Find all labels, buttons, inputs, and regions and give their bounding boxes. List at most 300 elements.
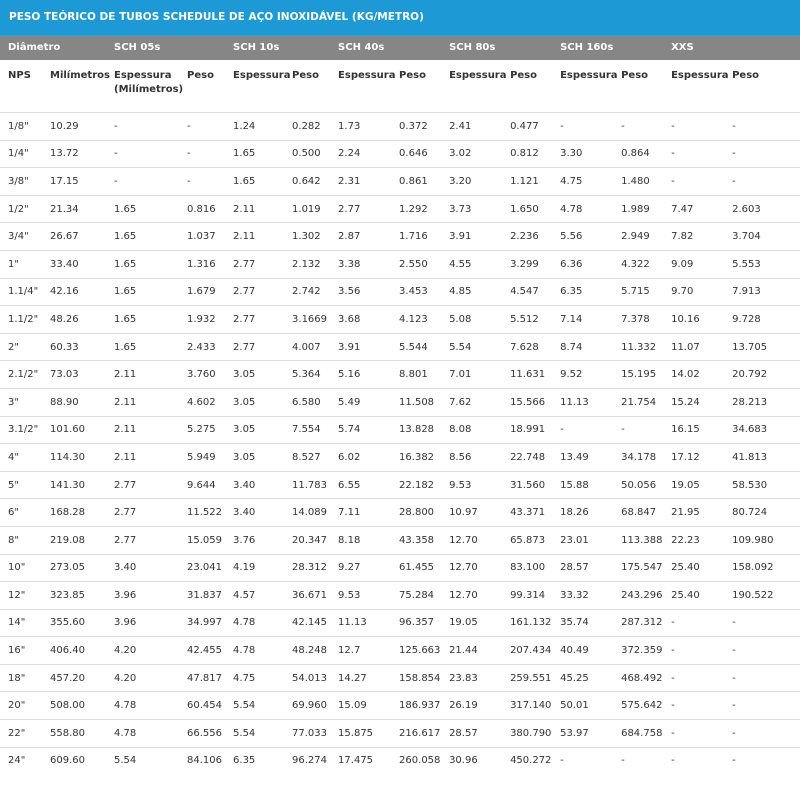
table-cell: 1.716 <box>391 223 441 251</box>
table-cell: 2.31 <box>330 168 391 196</box>
table-cell: 114.30 <box>42 444 106 472</box>
table-cell: 2.11 <box>106 444 179 472</box>
column-header-sch80-weight: Peso <box>502 60 552 113</box>
table-cell: 3.40 <box>106 554 179 582</box>
table-cell: 17.475 <box>338 755 374 767</box>
table-cell: 558.80 <box>42 720 106 748</box>
table-cell: 1/2" <box>0 195 42 223</box>
column-header-sch80-thickness: Espessura <box>441 60 502 113</box>
table-cell: 2.236 <box>502 223 552 251</box>
table-cell: - <box>724 140 800 168</box>
table-cell: 355.60 <box>42 609 106 637</box>
table-cell: 4.20 <box>106 664 179 692</box>
table-cell: 18.26 <box>552 499 613 527</box>
table-cell: 22.182 <box>391 471 441 499</box>
table-cell: 80.724 <box>724 499 800 527</box>
table-cell: 12" <box>0 582 42 610</box>
table-cell: 450.272 <box>510 755 552 767</box>
table-cell: 3.96 <box>106 609 179 637</box>
table-cell: 42.455 <box>179 637 225 665</box>
table-cell: 2.11 <box>225 223 284 251</box>
table-cell: 4.78 <box>225 637 284 665</box>
table-cell: 33.32 <box>552 582 613 610</box>
table-cell: 3.05 <box>225 388 284 416</box>
table-cell: 5.949 <box>179 444 225 472</box>
table-cell: 48.26 <box>42 306 106 334</box>
column-header-sch10-thickness: Espessura <box>225 60 284 113</box>
table-cell: 3.05 <box>225 444 284 472</box>
table-cell: 9.644 <box>179 471 225 499</box>
table-cell: 99.314 <box>502 582 552 610</box>
column-header-row <box>0 60 800 113</box>
group-header-sch40: SCH 40s <box>330 35 441 60</box>
column-header-millimeters: Milímetros <box>42 60 106 113</box>
table-cell: 0.282 <box>284 113 330 141</box>
group-header-row <box>0 35 800 60</box>
table-cell: 5.544 <box>391 333 441 361</box>
table-cell: 28.312 <box>284 554 330 582</box>
table-cell: - <box>724 637 800 665</box>
table-cell: 4.19 <box>225 554 284 582</box>
table-cell: 9.53 <box>441 471 502 499</box>
table-cell: - <box>663 692 724 720</box>
table-cell: 8.08 <box>441 416 502 444</box>
group-header-sch80: SCH 80s <box>441 35 552 60</box>
table-cell: - <box>724 720 800 748</box>
table-cell: 11.332 <box>613 333 663 361</box>
table-cell: 16.382 <box>391 444 441 472</box>
table-cell: 609.60 <box>50 755 85 767</box>
table-cell: 7.554 <box>284 416 330 444</box>
table-cell: 3.76 <box>225 526 284 554</box>
table-cell: 4.75 <box>552 168 613 196</box>
table-cell: 158.092 <box>724 554 800 582</box>
table-cell: 6.35 <box>552 278 613 306</box>
table-cell: 68.847 <box>613 499 663 527</box>
table-cell: 8.527 <box>284 444 330 472</box>
table-cell: 287.312 <box>613 609 663 637</box>
table-body <box>0 113 800 775</box>
table-cell: 75.284 <box>391 582 441 610</box>
table-cell: - <box>106 168 179 196</box>
table-cell: 1.302 <box>284 223 330 251</box>
table-cell: 15.059 <box>179 526 225 554</box>
table-cell: 3.40 <box>225 499 284 527</box>
table-cell: 1.65 <box>106 223 179 251</box>
table-cell: 141.30 <box>42 471 106 499</box>
table-cell: 2.949 <box>613 223 663 251</box>
table-cell: 7.82 <box>663 223 724 251</box>
table-cell: - <box>179 168 225 196</box>
table-cell: 190.522 <box>724 582 800 610</box>
pipe-weight-table <box>0 35 800 774</box>
table-cell: 2.77 <box>106 526 179 554</box>
table-cell: 13.49 <box>552 444 613 472</box>
table-cell: 5.54 <box>441 333 502 361</box>
table-row <box>0 664 800 692</box>
table-cell: 2.87 <box>330 223 391 251</box>
table-cell: - <box>613 416 663 444</box>
table-cell: 23.041 <box>179 554 225 582</box>
column-header-sch40-weight: Peso <box>391 60 441 113</box>
table-row <box>0 637 800 665</box>
table-cell: 1.650 <box>502 195 552 223</box>
table-cell: 47.817 <box>179 664 225 692</box>
table-cell: 11.07 <box>663 333 724 361</box>
table-cell: 4.007 <box>284 333 330 361</box>
table-cell: 2.742 <box>284 278 330 306</box>
table-cell: 1.989 <box>613 195 663 223</box>
table-cell: 113.388 <box>613 526 663 554</box>
table-cell: 5.364 <box>284 361 330 389</box>
table-cell: 60.454 <box>179 692 225 720</box>
table-cell: 4.78 <box>106 720 179 748</box>
table-cell: 45.25 <box>552 664 613 692</box>
column-header-sch160-weight: Peso <box>613 60 663 113</box>
table-cell: 3.453 <box>391 278 441 306</box>
table-cell: 11.631 <box>502 361 552 389</box>
table-cell: 53.97 <box>552 720 613 748</box>
table-row <box>0 747 800 774</box>
table-cell: - <box>671 755 675 767</box>
table-cell: - <box>724 168 800 196</box>
table-cell: 15.875 <box>330 720 391 748</box>
table-cell: - <box>552 113 613 141</box>
table-cell: 96.274 <box>292 755 328 767</box>
table-cell: 12.70 <box>441 582 502 610</box>
column-header-sch160-thickness: Espessura <box>552 60 613 113</box>
table-cell: - <box>663 720 724 748</box>
table-cell: 1.1/4" <box>0 278 42 306</box>
table-cell: 21.754 <box>613 388 663 416</box>
table-cell: 3.38 <box>330 250 391 278</box>
table-cell: 406.40 <box>42 637 106 665</box>
table-cell: 22" <box>0 720 42 748</box>
table-cell: 4.78 <box>552 195 613 223</box>
column-header-sch40-thickness: Espessura <box>330 60 391 113</box>
table-cell: 1.65 <box>106 278 179 306</box>
table-cell: 20" <box>0 692 42 720</box>
table-cell: 96.357 <box>391 609 441 637</box>
table-cell: 19.05 <box>663 471 724 499</box>
table-cell: 34.683 <box>724 416 800 444</box>
table-cell: 41.813 <box>724 444 800 472</box>
table-cell: 3" <box>0 388 42 416</box>
table-cell: 9.53 <box>330 582 391 610</box>
table-cell: 43.358 <box>391 526 441 554</box>
table-cell: 10.97 <box>441 499 502 527</box>
table-row <box>0 692 800 720</box>
table-cell: 3.73 <box>441 195 502 223</box>
table-row <box>0 526 800 554</box>
table-cell: 15.88 <box>552 471 613 499</box>
table-cell: 3.760 <box>179 361 225 389</box>
table-cell: 58.530 <box>724 471 800 499</box>
table-cell: 11.522 <box>179 499 225 527</box>
table-cell: 0.642 <box>284 168 330 196</box>
table-cell: 13.828 <box>391 416 441 444</box>
table-cell: 30.96 <box>449 755 478 767</box>
table-cell: 260.058 <box>399 755 441 767</box>
table-cell: 1.1/2" <box>0 306 42 334</box>
table-cell: 31.837 <box>179 582 225 610</box>
table-cell: 6.36 <box>552 250 613 278</box>
table-cell: - <box>663 140 724 168</box>
table-cell: 7.01 <box>441 361 502 389</box>
table-cell: 2.77 <box>225 306 284 334</box>
table-cell: 0.372 <box>391 113 441 141</box>
table-cell: 219.08 <box>42 526 106 554</box>
table-cell: 12.7 <box>330 637 391 665</box>
column-header-sch05-thickness: Espessura (Milímetros) <box>106 60 179 113</box>
table-cell: 1.019 <box>284 195 330 223</box>
table-cell: 3.05 <box>225 416 284 444</box>
table-cell: 5.16 <box>330 361 391 389</box>
table-row <box>0 388 800 416</box>
table-cell: 7.628 <box>502 333 552 361</box>
table-cell: 16.15 <box>663 416 724 444</box>
table-cell: 3.40 <box>225 471 284 499</box>
table-cell: 5" <box>0 471 42 499</box>
table-cell: 8.56 <box>441 444 502 472</box>
table-cell: 243.296 <box>613 582 663 610</box>
table-cell: 3.30 <box>552 140 613 168</box>
table-cell: 11.508 <box>391 388 441 416</box>
table-cell: 0.864 <box>613 140 663 168</box>
table-cell: 1.65 <box>106 195 179 223</box>
table-cell: 14.089 <box>284 499 330 527</box>
table-cell: 34.997 <box>179 609 225 637</box>
table-cell: 2.132 <box>284 250 330 278</box>
table-cell: 18" <box>0 664 42 692</box>
table-cell: 1.65 <box>106 306 179 334</box>
table-row <box>0 250 800 278</box>
table-cell: 8.801 <box>391 361 441 389</box>
table-cell: 7.14 <box>552 306 613 334</box>
table-cell: 5.275 <box>179 416 225 444</box>
table-cell: 2.77 <box>225 278 284 306</box>
table-cell: 8.74 <box>552 333 613 361</box>
table-cell: 161.132 <box>502 609 552 637</box>
table-cell: 259.551 <box>502 664 552 692</box>
table-cell: 4" <box>0 444 42 472</box>
table-cell: 2" <box>0 333 42 361</box>
table-cell: 73.03 <box>42 361 106 389</box>
table-cell: 4.75 <box>225 664 284 692</box>
table-cell: 7.378 <box>613 306 663 334</box>
table-cell: - <box>724 113 800 141</box>
table-cell: 1.292 <box>391 195 441 223</box>
table-cell: 1.037 <box>179 223 225 251</box>
table-cell: 0.861 <box>391 168 441 196</box>
table-cell: 372.359 <box>613 637 663 665</box>
table-cell: 7.11 <box>330 499 391 527</box>
table-cell: 19.05 <box>441 609 502 637</box>
table-cell: 48.248 <box>284 637 330 665</box>
table-cell: 8" <box>0 526 42 554</box>
table-cell: 3.1/2" <box>0 416 42 444</box>
table-cell: 3.68 <box>330 306 391 334</box>
table-cell: 22.23 <box>663 526 724 554</box>
table-cell: 60.33 <box>42 333 106 361</box>
table-cell: 15.566 <box>502 388 552 416</box>
table-cell: 28.57 <box>552 554 613 582</box>
table-row <box>0 195 800 223</box>
table-row <box>0 223 800 251</box>
table-cell: 1.65 <box>225 140 284 168</box>
table-cell: 2.77 <box>225 250 284 278</box>
table-cell: 5.74 <box>330 416 391 444</box>
table-cell: 4.55 <box>441 250 502 278</box>
table-cell: 5.56 <box>552 223 613 251</box>
group-header-sch05: SCH 05s <box>106 35 225 60</box>
table-cell: 8.18 <box>330 526 391 554</box>
table-cell: - <box>663 113 724 141</box>
table-cell: 1.65 <box>106 250 179 278</box>
column-header-sch05-weight: Peso <box>179 60 225 113</box>
table-cell: 2.77 <box>106 471 179 499</box>
table-cell: 273.05 <box>42 554 106 582</box>
table-cell: 54.013 <box>284 664 330 692</box>
table-cell: 457.20 <box>42 664 106 692</box>
table-cell: 28.800 <box>391 499 441 527</box>
table-cell: 84.106 <box>187 755 223 767</box>
table-cell: 40.49 <box>552 637 613 665</box>
table-cell: 43.371 <box>502 499 552 527</box>
table-cell: 15.195 <box>613 361 663 389</box>
table-cell: - <box>179 113 225 141</box>
table-cell: 684.758 <box>613 720 663 748</box>
group-header-diametro: Diâmetro <box>0 35 106 60</box>
table-cell: 3.299 <box>502 250 552 278</box>
table-cell: 4.547 <box>502 278 552 306</box>
table-cell: 26.19 <box>441 692 502 720</box>
table-cell: 36.671 <box>284 582 330 610</box>
table-cell: 12.70 <box>441 554 502 582</box>
table-cell: 15.09 <box>330 692 391 720</box>
table-row <box>0 113 800 141</box>
table-cell: 1/8" <box>0 113 42 141</box>
table-cell: 21.95 <box>663 499 724 527</box>
table-cell: - <box>552 416 613 444</box>
table-cell: 3.1669 <box>284 306 330 334</box>
table-cell: - <box>724 664 800 692</box>
table-cell: 4.78 <box>225 609 284 637</box>
table-cell: 69.960 <box>284 692 330 720</box>
table-cell: 7.47 <box>663 195 724 223</box>
table-cell: 216.617 <box>391 720 441 748</box>
table-cell: 4.85 <box>441 278 502 306</box>
group-header-sch10: SCH 10s <box>225 35 330 60</box>
table-cell: - <box>663 609 724 637</box>
table-cell: 0.812 <box>502 140 552 168</box>
table-cell: 42.145 <box>284 609 330 637</box>
column-header-nps: NPS <box>0 60 42 113</box>
table-row <box>0 333 800 361</box>
table-cell: 6.35 <box>233 755 256 767</box>
table-cell: 0.646 <box>391 140 441 168</box>
table-cell: 17.15 <box>42 168 106 196</box>
table-cell: - <box>179 140 225 168</box>
table-cell: 1.65 <box>106 333 179 361</box>
table-cell: 575.642 <box>613 692 663 720</box>
table-cell: 4.123 <box>391 306 441 334</box>
table-row <box>0 416 800 444</box>
table-cell: 50.01 <box>552 692 613 720</box>
table-cell: 323.85 <box>42 582 106 610</box>
table-cell: 4.602 <box>179 388 225 416</box>
table-cell: 88.90 <box>42 388 106 416</box>
table-cell: 207.434 <box>502 637 552 665</box>
table-cell: 17.12 <box>663 444 724 472</box>
table-cell: 25.40 <box>663 554 724 582</box>
table-cell: 3.20 <box>441 168 502 196</box>
table-cell: 15.24 <box>663 388 724 416</box>
table-cell: 5.715 <box>613 278 663 306</box>
table-cell: 25.40 <box>663 582 724 610</box>
table-cell: 380.790 <box>502 720 552 748</box>
table-cell: 5.54 <box>225 692 284 720</box>
table-cell: 5.553 <box>724 250 800 278</box>
table-cell: 2.41 <box>441 113 502 141</box>
table-cell: 3.96 <box>106 582 179 610</box>
table-cell: 7.913 <box>724 278 800 306</box>
table-cell: 1.480 <box>613 168 663 196</box>
table-cell: 1.24 <box>225 113 284 141</box>
table-cell: 61.455 <box>391 554 441 582</box>
table-cell: - <box>613 113 663 141</box>
table-cell: 3.05 <box>225 361 284 389</box>
table-cell: - <box>724 692 800 720</box>
table-cell: 66.556 <box>179 720 225 748</box>
column-header-sch10-weight: Peso <box>284 60 330 113</box>
table-cell: 168.28 <box>42 499 106 527</box>
table-cell: 24" <box>8 755 26 767</box>
table-cell: 11.13 <box>330 609 391 637</box>
table-cell: 1.73 <box>330 113 391 141</box>
table-cell: 3.704 <box>724 223 800 251</box>
table-row <box>0 582 800 610</box>
table-cell: 1" <box>0 250 42 278</box>
table-cell: 0.816 <box>179 195 225 223</box>
table-cell: 42.16 <box>42 278 106 306</box>
group-header-xxs: XXS <box>663 35 800 60</box>
table-cell: 9.27 <box>330 554 391 582</box>
table-cell: 109.980 <box>724 526 800 554</box>
table-cell: 175.547 <box>613 554 663 582</box>
table-cell: 1.65 <box>225 168 284 196</box>
table-cell: 0.500 <box>284 140 330 168</box>
table-cell: 10.16 <box>663 306 724 334</box>
table-cell: 34.178 <box>613 444 663 472</box>
table-cell: - <box>560 755 564 767</box>
column-header-xxs-thickness: Espessura <box>663 60 724 113</box>
table-cell: 1.679 <box>179 278 225 306</box>
table-cell: 6" <box>0 499 42 527</box>
table-cell: 2.11 <box>106 388 179 416</box>
table-cell: 468.492 <box>613 664 663 692</box>
table-cell: 7.62 <box>441 388 502 416</box>
table-cell: 11.783 <box>284 471 330 499</box>
table-cell: 5.512 <box>502 306 552 334</box>
table-cell: 4.20 <box>106 637 179 665</box>
table-row <box>0 306 800 334</box>
table-cell: 317.140 <box>502 692 552 720</box>
table-cell: 12.70 <box>441 526 502 554</box>
table-cell: 77.033 <box>284 720 330 748</box>
table-cell: 13.72 <box>42 140 106 168</box>
table-cell: 1.932 <box>179 306 225 334</box>
